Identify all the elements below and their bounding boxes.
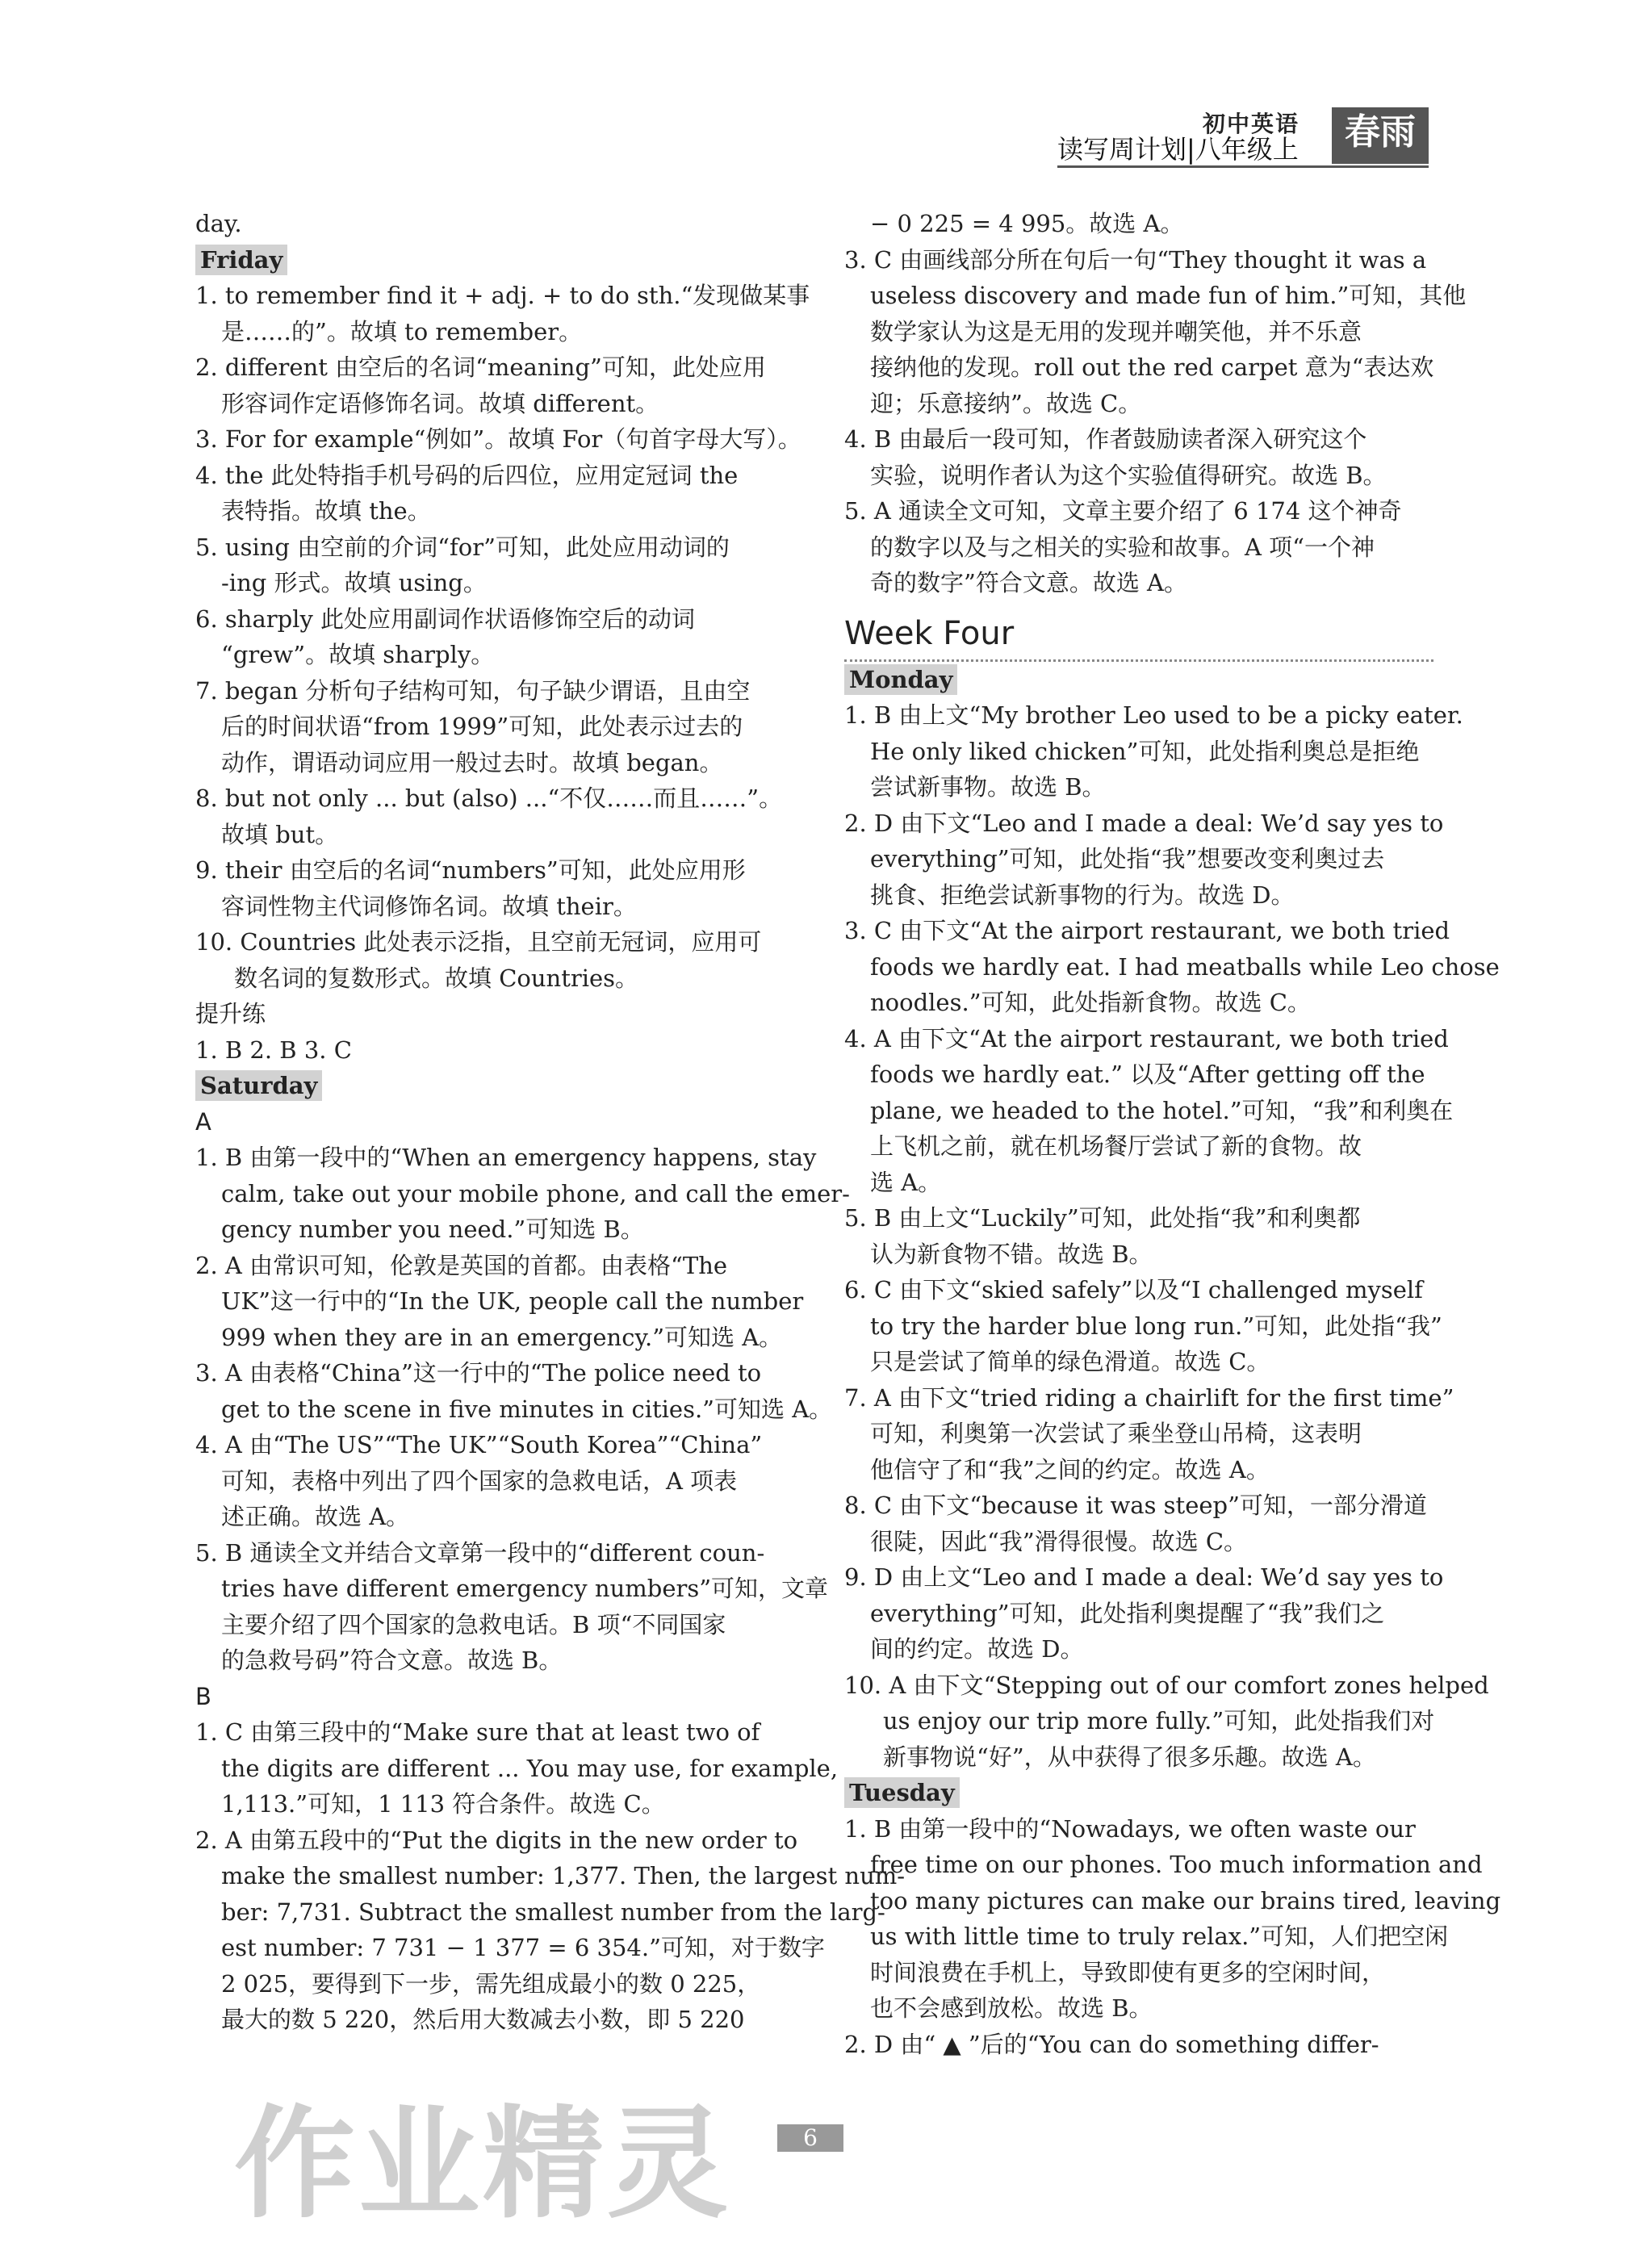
section-label: B [195, 1682, 211, 1710]
day-heading [195, 1068, 785, 1104]
answer-item: 8. C 由下文“because it was steep”可知，一部分滑道 [844, 1492, 1427, 1519]
answer-item: 8. but not only ... but (also) ...“不仅……而且……”。 [195, 785, 783, 812]
answer-item: 1. to remember find it + adj. + to do sth.“发现做某事 [195, 282, 810, 309]
answer-line: 的急救号码”符合文意。故选 B。 [221, 1647, 563, 1674]
answer-line: UK”这一行中的“In the UK, people call the number [221, 1287, 804, 1315]
answer-item: 6. sharply 此处应用副词作状语修饰空后的动词 [195, 605, 696, 633]
answer-line: 只是尝试了简单的绿色滑道。故选 C。 [870, 1348, 1270, 1375]
answer-line: 新事物说“好”，从中获得了很多乐趣。故选 A。 [883, 1743, 1376, 1771]
brand-logo: 春雨 [1332, 107, 1429, 164]
answer-line: calm, take out your mobile phone, and call the emer- [221, 1179, 850, 1207]
answer-line: 间的约定。故选 D。 [870, 1635, 1084, 1663]
answer-line: 时间浪费在手机上，导致即使有更多的空闲时间， [870, 1958, 1386, 1986]
answer-line: est number: 7 731 − 1 377 = 6 354.”可知，对于数字 [221, 1934, 825, 1961]
answer-item: 10. A 由下文“Stepping out of our comfort zones helped [844, 1671, 1489, 1699]
day-label: Tuesday [844, 1777, 960, 1808]
answer-line: He only liked chicken”可知，此处指利奥总是拒绝 [870, 737, 1420, 765]
answer-item: 2. different 由空后的名词“meaning”可知，此处应用 [195, 354, 766, 381]
answer-line: foods we hardly eat. I had meatballs while Leo chose [870, 952, 1500, 981]
answer-item: 5. B 通读全文并结合文章第一段中的“different coun- [195, 1538, 765, 1567]
answer-line: 述正确。故选 A。 [221, 1503, 410, 1530]
answer-line: 故填 but。 [221, 820, 339, 848]
answer-line: gency number you need.”可知选 B。 [221, 1216, 644, 1243]
answer-item: 3. For for example“例如”。故填 For（句首字母大写）。 [195, 425, 801, 453]
answer-line: 也不会感到放松。故选 B。 [870, 1994, 1153, 2022]
answer-line: noodles.”可知，此处指新食物。故选 C。 [870, 989, 1311, 1016]
week-heading: Week Four [844, 608, 1433, 662]
answer-line: “grew”。故填 sharply。 [221, 641, 495, 668]
answer-item: 7. began 分析句子结构可知，句子缺少谓语，且由空 [195, 676, 751, 705]
answer-item: 2. D 由“ ▲ ”后的“You can do something differ- [844, 2030, 1379, 2058]
answer-line: 数名词的复数形式。故填 Countries。 [234, 964, 639, 992]
answer-line: plane, we headed to the hotel.”可知，“我”和利奥在 [870, 1096, 1454, 1124]
answer-line: 形容词作定语修饰名词。故填 different。 [221, 389, 659, 417]
answer-line: 主要介绍了四个国家的急救电话。B 项“不同国家 [221, 1610, 726, 1638]
day-label: Saturday [195, 1070, 322, 1101]
answer-line: 可知，表格中列出了四个国家的急救电话，A 项表 [221, 1467, 738, 1495]
answer-line: 最大的数 5 220，然后用大数减去小数，即 5 220 [221, 2006, 745, 2033]
day-heading [844, 1775, 1433, 1811]
answer-line: 挑食、拒绝尝试新事物的行为。故选 D。 [870, 881, 1295, 909]
answer-line: everything”可知，此处指利奥提醒了“我”我们之 [870, 1599, 1385, 1627]
answer-line: free time on our phones. Too much information and [870, 1851, 1483, 1878]
answer-line: 他信守了和“我”之间的约定。故选 A。 [870, 1455, 1270, 1483]
answer-item: 4. A 由“The US”“The UK”“South Korea”“China” [195, 1431, 763, 1458]
answer-item: 1. B 由第一段中的“Nowadays, we often waste our [844, 1814, 1416, 1843]
answer-line: 接纳他的发现。roll out the red carpet 意为“表达欢 [870, 354, 1434, 381]
answer-line: everything”可知，此处指“我”想要改变利奥过去 [870, 845, 1385, 872]
answer-line: 认为新食物不错。故选 B。 [870, 1240, 1153, 1268]
answer-line: 迎；乐意接纳”。故选 C。 [870, 389, 1142, 417]
day-label: Monday [844, 664, 957, 695]
answer-line: 动作，谓语动词应用一般过去时。故填 began。 [221, 748, 723, 776]
answer-item: 4. the 此处特指手机号码的后四位，应用定冠词 the [195, 461, 739, 489]
answer-item: 3. C 由下文“At the airport restaurant, we both tried [844, 917, 1450, 944]
answer-line: useless discovery and made fun of him.”可知，其他 [870, 282, 1467, 309]
answer-line: us with little time to truly relax.”可知，人们把空闲 [870, 1923, 1449, 1950]
answer-item: 9. D 由上文“Leo and I made a deal: We’d say yes to [844, 1563, 1444, 1591]
header-divider [1057, 165, 1429, 168]
answer-line: 奇的数字”符合文意。故选 A。 [870, 569, 1187, 596]
text-line: 1. B 2. B 3. C [195, 1036, 352, 1064]
answer-line: 2 025，要得到下一步，需先组成最小的数 0 225， [221, 1969, 761, 1998]
day-heading [195, 242, 785, 278]
answer-item: 3. C 由画线部分所在句后一句“They thought it was a [844, 245, 1427, 274]
answer-item: 1. B 由上文“My brother Leo used to be a picky eater. [844, 701, 1463, 729]
answer-line: 上飞机之前，就在机场餐厅尝试了新的食物。故 [870, 1132, 1362, 1160]
answer-line: 表特指。故填 the。 [221, 497, 431, 525]
answer-line: 1,113.”可知，1 113 符合条件。故选 C。 [221, 1790, 665, 1818]
answer-item: 7. A 由下文“tried riding a chairlift for the first time” [844, 1383, 1454, 1412]
right-column [844, 206, 1501, 2062]
page-number: 6 [777, 2124, 843, 2152]
answer-line: too many pictures can make our brains tired, leaving [870, 1886, 1501, 1914]
answer-line: us enjoy our trip more fully.”可知，此处指我们对 [883, 1707, 1435, 1734]
text-line: day. [195, 210, 242, 237]
answer-line: 尝试新事物。故选 B。 [870, 773, 1106, 801]
answer-line: 后的时间状语“from 1999”可知，此处表示过去的 [221, 713, 743, 740]
answer-item: 1. C 由第三段中的“Make sure that at least two of [195, 1718, 760, 1746]
answer-item: 5. B 由上文“Luckily”可知，此处指“我”和利奥都 [844, 1204, 1361, 1232]
answer-line: get to the scene in five minutes in cities.”可知选 A。 [221, 1395, 833, 1423]
answer-line: foods we hardly eat.” 以及“After getting off the [870, 1061, 1425, 1088]
answer-item: 3. A 由表格“China”这一行中的“The police need to [195, 1359, 762, 1387]
answer-item: 1. B 由第一段中的“When an emergency happens, stay [195, 1144, 817, 1171]
answer-line: 数学家认为这是无用的发现并嘲笑他，并不乐意 [870, 317, 1362, 345]
answer-line: make the smallest number: 1,377. Then, the largest num- [221, 1862, 906, 1889]
answer-line: 可知，利奥第一次尝试了乘坐登山吊椅，这表明 [870, 1420, 1362, 1447]
answer-line: the digits are different ... You may use, for example, [221, 1754, 839, 1782]
answer-line: − 0 225 = 4 995。故选 A。 [870, 210, 1184, 237]
answer-item: 10. Countries 此处表示泛指，且空前无冠词，应用可 [195, 928, 762, 956]
answer-line: 容词性物主代词修饰名词。故填 their。 [221, 892, 637, 920]
answer-line: 选 A。 [870, 1168, 942, 1196]
answer-item: 5. using 由空前的介词“for”可知，此处应用动词的 [195, 533, 730, 561]
answer-item: 4. B 由最后一段可知，作者鼓励读者深入研究这个 [844, 425, 1367, 453]
answer-line: tries have different emergency numbers”可知，文章 [221, 1575, 829, 1602]
watermark: 作业精灵 [234, 2094, 732, 2235]
answer-item: 5. A 通读全文可知，文章主要介绍了 6 174 这个神奇 [844, 497, 1402, 525]
section-label: A [195, 1107, 211, 1136]
book-title: 读写周计划|八年级上 [1057, 134, 1299, 165]
answer-item: 9. their 由空后的名词“numbers”可知，此处应用形 [195, 856, 746, 884]
answer-item: 2. D 由下文“Leo and I made a deal: We’d say yes to [844, 809, 1444, 837]
answer-line: ber: 7,731. Subtract the smallest number from the larg- [221, 1898, 885, 1926]
answer-item: 2. A 由第五段中的“Put the digits in the new order to [195, 1826, 798, 1854]
answer-line: 很陡，因此“我”滑得很慢。故选 C。 [870, 1527, 1248, 1555]
day-heading [844, 662, 1433, 698]
answer-line: 的数字以及与之相关的实验和故事。A 项“一个神 [870, 533, 1375, 561]
answer-item: 4. A 由下文“At the airport restaurant, we both tried [844, 1024, 1449, 1052]
answer-line: 是……的”。故填 to remember。 [221, 317, 583, 345]
answer-item: 6. C 由下文“skied safely”以及“I challenged myself [844, 1276, 1423, 1303]
answer-line: 实验，说明作者认为这个实验值得研究。故选 B。 [870, 461, 1387, 489]
answer-line: 999 when they are in an emergency.”可知选 A。 [221, 1323, 783, 1351]
answer-item: 2. A 由常识可知，伦敦是英国的首都。由表格“The [195, 1251, 728, 1279]
day-label: Friday [195, 245, 287, 275]
answer-line: to try the harder blue long run.”可知，此处指“我” [870, 1312, 1442, 1340]
text-line: 提升练 [195, 1000, 266, 1027]
answer-line: -ing 形式。故填 using。 [221, 569, 487, 596]
series-title: 初中英语 [1203, 111, 1300, 137]
